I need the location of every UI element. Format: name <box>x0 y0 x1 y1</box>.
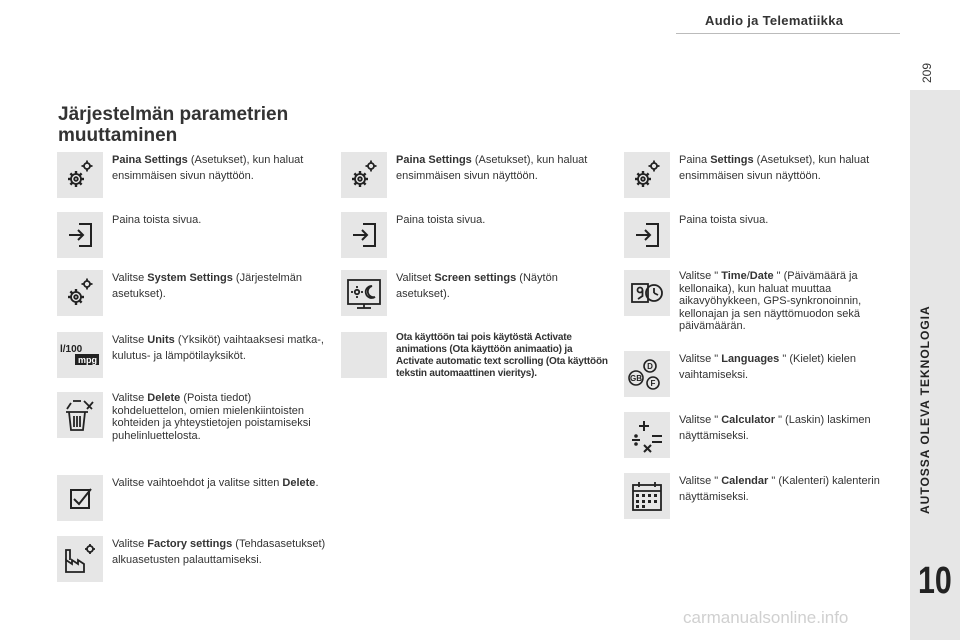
factory-settings-icon <box>57 536 103 582</box>
delete-data-icon <box>57 392 103 438</box>
instruction-text: Paina toista sivua. <box>396 214 486 226</box>
header-title: Audio ja Telematiikka <box>705 13 844 28</box>
header-divider <box>676 33 900 34</box>
animation-settings-icon <box>341 332 387 378</box>
svg-text:l/100: l/100 <box>60 344 83 355</box>
time-date-icon <box>624 270 670 316</box>
system-settings-icon <box>57 270 103 316</box>
units-icon <box>57 332 103 378</box>
confirm-checkbox-icon <box>57 475 103 521</box>
screen-settings-icon <box>341 270 387 316</box>
calculator-icon <box>624 412 670 458</box>
instruction-text: Valitset Screen settings (Näytön asetukset). <box>396 272 558 300</box>
chapter-label: AUTOSSA OLEVA TEKNOLOGIA <box>918 305 932 515</box>
instruction-text: Valitse Factory settings (Tehdasasetukset) alkuasetusten palauttamiseksi. <box>112 538 326 566</box>
svg-text:mpg: mpg <box>78 355 97 365</box>
instruction-text: Paina Settings (Asetukset), kun haluat ensimmäisen sivun näyttöön. <box>112 154 304 182</box>
page-turn-icon <box>624 212 670 258</box>
instruction-text: Valitse Delete (Poista tiedot) kohdeluettelon, omien mielenkiintoisten kohteiden ja yhteystietojen poistamiseksi puhelinluettelosta. <box>112 392 311 442</box>
page-turn-icon <box>57 212 103 258</box>
calendar-icon <box>624 473 670 519</box>
watermark: carmanualsonline.info <box>683 608 849 627</box>
svg-text:F: F <box>650 379 656 388</box>
instruction-text: Paina toista sivua. <box>679 214 769 226</box>
instruction-text: Paina Settings (Asetukset), kun haluat ensimmäisen sivun näyttöön. <box>396 154 588 182</box>
instruction-text: Paina toista sivua. <box>112 214 202 226</box>
instruction-text: Valitse Units (Yksiköt) vaihtaaksesi matka-, kulutus- ja lämpötilayksiköt. <box>112 334 324 362</box>
page-number: 209 <box>920 62 934 84</box>
instruction-text: Valitse " Languages " (Kielet) kielen vaihtamiseksi. <box>679 353 856 381</box>
instruction-text: Paina Settings (Asetukset), kun haluat ensimmäisen sivun näyttöön. <box>679 154 870 182</box>
settings-gear-icon <box>624 152 670 198</box>
instruction-text: Valitse " Calculator " (Laskin) laskimen näyttämiseksi. <box>679 414 871 442</box>
languages-icon <box>624 351 670 397</box>
settings-gear-icon <box>341 152 387 198</box>
instruction-text: Ota käyttöön tai pois käytöstä Activate animations (Ota käyttöön animaatio) ja Activate automatic text scrolling (Ota käyttöön tekstin automaattinen vieritys). <box>396 332 608 379</box>
chapter-number: 10 <box>918 560 952 602</box>
instruction-text: Valitse " Time/Date " (Päivämäärä ja kellonaika), kun haluat muuttaa aikavyöhykkeen, GPS-synkronoinnin, kellonajan ja sen näyttömuodon sekä päivämäärän. <box>679 270 862 332</box>
instruction-text: Valitse System Settings (Järjestelmän asetukset). <box>112 272 302 300</box>
section-title: Järjestelmän parametrien muuttaminen <box>58 104 289 146</box>
svg-text:D: D <box>647 362 653 371</box>
instruction-text: Valitse vaihtoehdot ja valitse sitten Delete. <box>112 477 319 489</box>
instruction-text: Valitse " Calendar " (Kalenteri) kalenterin näyttämiseksi. <box>679 475 880 503</box>
svg-text:GB: GB <box>630 374 642 383</box>
page-turn-icon <box>341 212 387 258</box>
settings-gear-icon <box>57 152 103 198</box>
